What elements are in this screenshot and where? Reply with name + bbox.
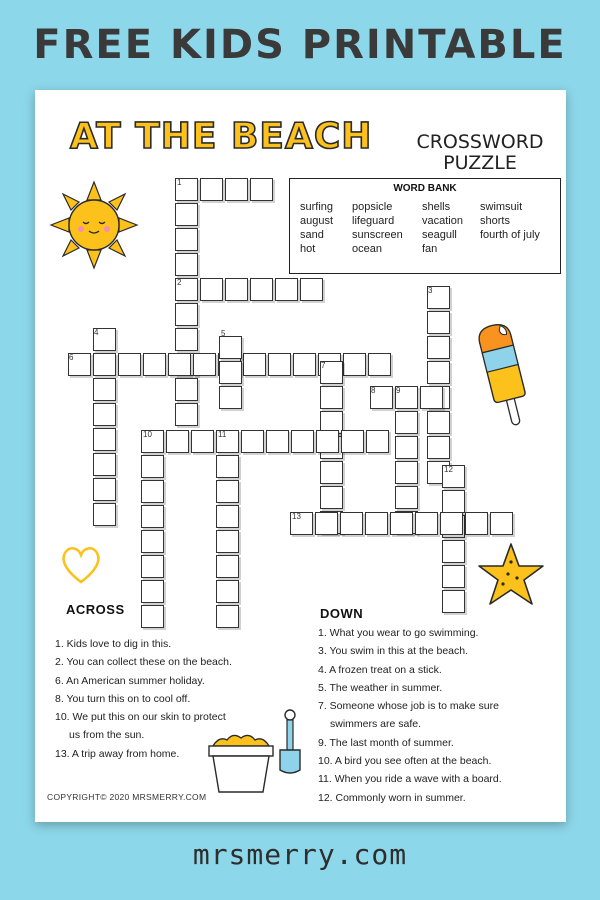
crossword-cell[interactable] bbox=[427, 336, 450, 359]
crossword-cell[interactable] bbox=[420, 386, 443, 409]
word-bank-word: fan bbox=[422, 243, 438, 255]
crossword-cell[interactable] bbox=[219, 361, 242, 384]
clue-across: us from the sun. bbox=[69, 729, 145, 742]
word-bank-word: seagull bbox=[422, 229, 457, 241]
clue-number: 12 bbox=[444, 465, 453, 474]
crossword-cell[interactable] bbox=[340, 512, 363, 535]
crossword-cell[interactable] bbox=[320, 461, 343, 484]
copyright-text: COPYRIGHT© 2020 MRSMERRY.COM bbox=[47, 792, 207, 802]
crossword-cell[interactable] bbox=[216, 555, 239, 578]
clue-number: 1 bbox=[177, 178, 182, 187]
word-bank-word: fourth of july bbox=[480, 229, 540, 241]
clue-down: 11. When you ride a wave with a board. bbox=[318, 773, 502, 786]
crossword-cell[interactable] bbox=[291, 430, 314, 453]
clue-number: 9 bbox=[396, 386, 401, 395]
crossword-cell[interactable] bbox=[175, 328, 198, 351]
down-clues bbox=[318, 624, 558, 807]
subtitle-line-2: PUZZLE bbox=[443, 152, 517, 174]
clue-down: 4. A frozen treat on a stick. bbox=[318, 663, 442, 676]
crossword-cell[interactable] bbox=[243, 353, 266, 376]
word-bank-word: sand bbox=[300, 229, 324, 241]
clue-number: 6 bbox=[69, 353, 74, 362]
crossword-cell[interactable] bbox=[168, 353, 191, 376]
crossword-cell[interactable] bbox=[427, 411, 450, 434]
crossword-cell[interactable] bbox=[320, 486, 343, 509]
clue-across: 6. An American summer holiday. bbox=[55, 674, 205, 687]
crossword-cell[interactable] bbox=[368, 353, 391, 376]
word-bank-word: lifeguard bbox=[352, 215, 395, 227]
word-bank-word: popsicle bbox=[352, 201, 393, 213]
crossword-cell[interactable] bbox=[225, 178, 248, 201]
crossword-cell[interactable] bbox=[175, 378, 198, 401]
clue-down: 1. What you wear to go swimming. bbox=[318, 627, 479, 639]
clue-number: 7 bbox=[321, 361, 326, 370]
clue-number: 13 bbox=[292, 512, 301, 521]
popsicle-icon bbox=[477, 318, 533, 438]
crossword-cell[interactable] bbox=[93, 403, 116, 426]
footer-site: mrsmerry.com bbox=[192, 838, 408, 871]
crossword-cell[interactable] bbox=[93, 453, 116, 476]
clue-down: 7. Someone whose job is to make sure bbox=[318, 700, 499, 713]
clue-number: 5 bbox=[221, 329, 226, 338]
crossword-cell[interactable] bbox=[175, 303, 198, 326]
crossword-cell[interactable] bbox=[250, 278, 273, 301]
crossword-cell[interactable] bbox=[266, 430, 289, 453]
word-bank-title: WORD BANK bbox=[393, 183, 457, 194]
page-title: AT THE BEACH bbox=[70, 116, 373, 157]
crossword-cell[interactable] bbox=[141, 605, 164, 628]
crossword-cell[interactable] bbox=[241, 430, 264, 453]
crossword-cell[interactable] bbox=[275, 278, 298, 301]
crossword-cell[interactable] bbox=[219, 386, 242, 409]
crossword-cell[interactable] bbox=[415, 512, 438, 535]
clue-number: 11 bbox=[218, 430, 227, 439]
subtitle-line-1: CROSSWORD bbox=[416, 131, 544, 153]
clue-down: 10. A bird you see often at the beach. bbox=[318, 755, 492, 768]
crossword-cell[interactable] bbox=[200, 178, 223, 201]
crossword-cell[interactable] bbox=[268, 353, 291, 376]
clue-number: 8 bbox=[371, 386, 376, 395]
clue-across: 8. You turn this on to cool off. bbox=[55, 692, 191, 705]
word-bank-word: august bbox=[300, 215, 334, 227]
crossword-cell[interactable] bbox=[216, 580, 239, 603]
crossword-cell[interactable] bbox=[316, 430, 339, 453]
crossword-cell[interactable] bbox=[315, 512, 338, 535]
word-bank-word: vacation bbox=[422, 215, 463, 227]
crossword-cell[interactable] bbox=[365, 512, 388, 535]
crossword-cell[interactable] bbox=[300, 278, 323, 301]
clue-number: 3 bbox=[428, 286, 433, 295]
clue-across: 13. A trip away from home. bbox=[55, 747, 180, 760]
crossword-cell[interactable] bbox=[320, 386, 343, 409]
crossword-cell[interactable] bbox=[141, 505, 164, 528]
clue-across: 1. Kids love to dig in this. bbox=[55, 638, 172, 650]
word-bank-word: hot bbox=[300, 243, 316, 255]
crossword-cell[interactable] bbox=[141, 555, 164, 578]
crossword-cell[interactable] bbox=[193, 353, 216, 376]
crossword-cell[interactable] bbox=[93, 478, 116, 501]
across-heading: ACROSS bbox=[66, 602, 125, 617]
crossword-cell[interactable] bbox=[216, 480, 239, 503]
word-bank-word: sunscreen bbox=[352, 229, 403, 241]
crossword-cell[interactable] bbox=[490, 512, 513, 535]
crossword-cell[interactable] bbox=[166, 430, 189, 453]
crossword-cell[interactable] bbox=[465, 512, 488, 535]
crossword-cell[interactable] bbox=[93, 353, 116, 376]
crossword-cell[interactable] bbox=[225, 278, 248, 301]
crossword-cell[interactable] bbox=[442, 590, 465, 613]
crossword-cell[interactable] bbox=[118, 353, 141, 376]
crossword-cell[interactable] bbox=[442, 565, 465, 588]
clue-number: 4 bbox=[94, 328, 99, 337]
clue-across: 10. We put this on our skin to protect bbox=[55, 711, 226, 724]
crossword-cell[interactable] bbox=[216, 605, 239, 628]
starfish-icon bbox=[475, 540, 547, 612]
crossword-cell[interactable] bbox=[395, 461, 418, 484]
crossword-cell[interactable] bbox=[427, 311, 450, 334]
clue-across: 2. You can collect these on the beach. bbox=[55, 656, 232, 669]
word-bank-word: ocean bbox=[352, 243, 382, 255]
crossword-cell[interactable] bbox=[395, 411, 418, 434]
crossword-cell[interactable] bbox=[250, 178, 273, 201]
heart-icon bbox=[57, 542, 105, 588]
crossword-cell[interactable] bbox=[219, 336, 242, 359]
crossword-cell[interactable] bbox=[293, 353, 316, 376]
clue-down: 12. Commonly worn in summer. bbox=[318, 791, 466, 804]
down-heading: DOWN bbox=[320, 606, 364, 621]
clue-down: 9. The last month of summer. bbox=[318, 736, 454, 749]
crossword-cell[interactable] bbox=[141, 455, 164, 478]
crossword-cell[interactable] bbox=[93, 378, 116, 401]
banner-title: FREE KIDS PRINTABLE bbox=[33, 22, 567, 68]
crossword-cell[interactable] bbox=[440, 512, 463, 535]
crossword-cell[interactable] bbox=[216, 455, 239, 478]
crossword-cell[interactable] bbox=[93, 428, 116, 451]
printable-sheet bbox=[35, 90, 566, 822]
crossword-cell[interactable] bbox=[395, 436, 418, 459]
crossword-cell[interactable] bbox=[343, 353, 366, 376]
crossword-cell[interactable] bbox=[395, 486, 418, 509]
clue-down: 3. You swim in this at the beach. bbox=[318, 645, 469, 658]
clue-number: 10 bbox=[143, 430, 152, 439]
crossword-cell[interactable] bbox=[93, 503, 116, 526]
crossword-cell[interactable] bbox=[143, 353, 166, 376]
crossword-cell[interactable] bbox=[175, 203, 198, 226]
crossword-cell[interactable] bbox=[427, 361, 450, 384]
clue-down: 5. The weather in summer. bbox=[318, 681, 443, 694]
crossword-cell[interactable] bbox=[141, 480, 164, 503]
crossword-cell[interactable] bbox=[442, 490, 465, 513]
word-bank-word: shells bbox=[422, 201, 451, 213]
clue-down: swimmers are safe. bbox=[330, 718, 422, 731]
across-clues bbox=[55, 635, 270, 763]
crossword-cell[interactable] bbox=[216, 505, 239, 528]
crossword-cell[interactable] bbox=[341, 430, 364, 453]
crossword-cell[interactable] bbox=[175, 253, 198, 276]
crossword-cell[interactable] bbox=[175, 228, 198, 251]
crossword-cell[interactable] bbox=[366, 430, 389, 453]
word-bank-word: surfing bbox=[300, 201, 334, 213]
crossword-cell[interactable] bbox=[141, 580, 164, 603]
crossword-cell[interactable] bbox=[191, 430, 214, 453]
clue-number: 2 bbox=[177, 278, 182, 287]
crossword-cell[interactable] bbox=[141, 530, 164, 553]
crossword-cell[interactable] bbox=[175, 403, 198, 426]
crossword-cell[interactable] bbox=[427, 436, 450, 459]
word-bank-word: swimsuit bbox=[480, 201, 523, 213]
word-bank-word: shorts bbox=[480, 215, 510, 227]
crossword-cell[interactable] bbox=[216, 530, 239, 553]
shovel-icon bbox=[275, 708, 305, 778]
crossword-cell[interactable] bbox=[442, 540, 465, 563]
crossword-cell[interactable] bbox=[200, 278, 223, 301]
crossword-cell[interactable] bbox=[390, 512, 413, 535]
